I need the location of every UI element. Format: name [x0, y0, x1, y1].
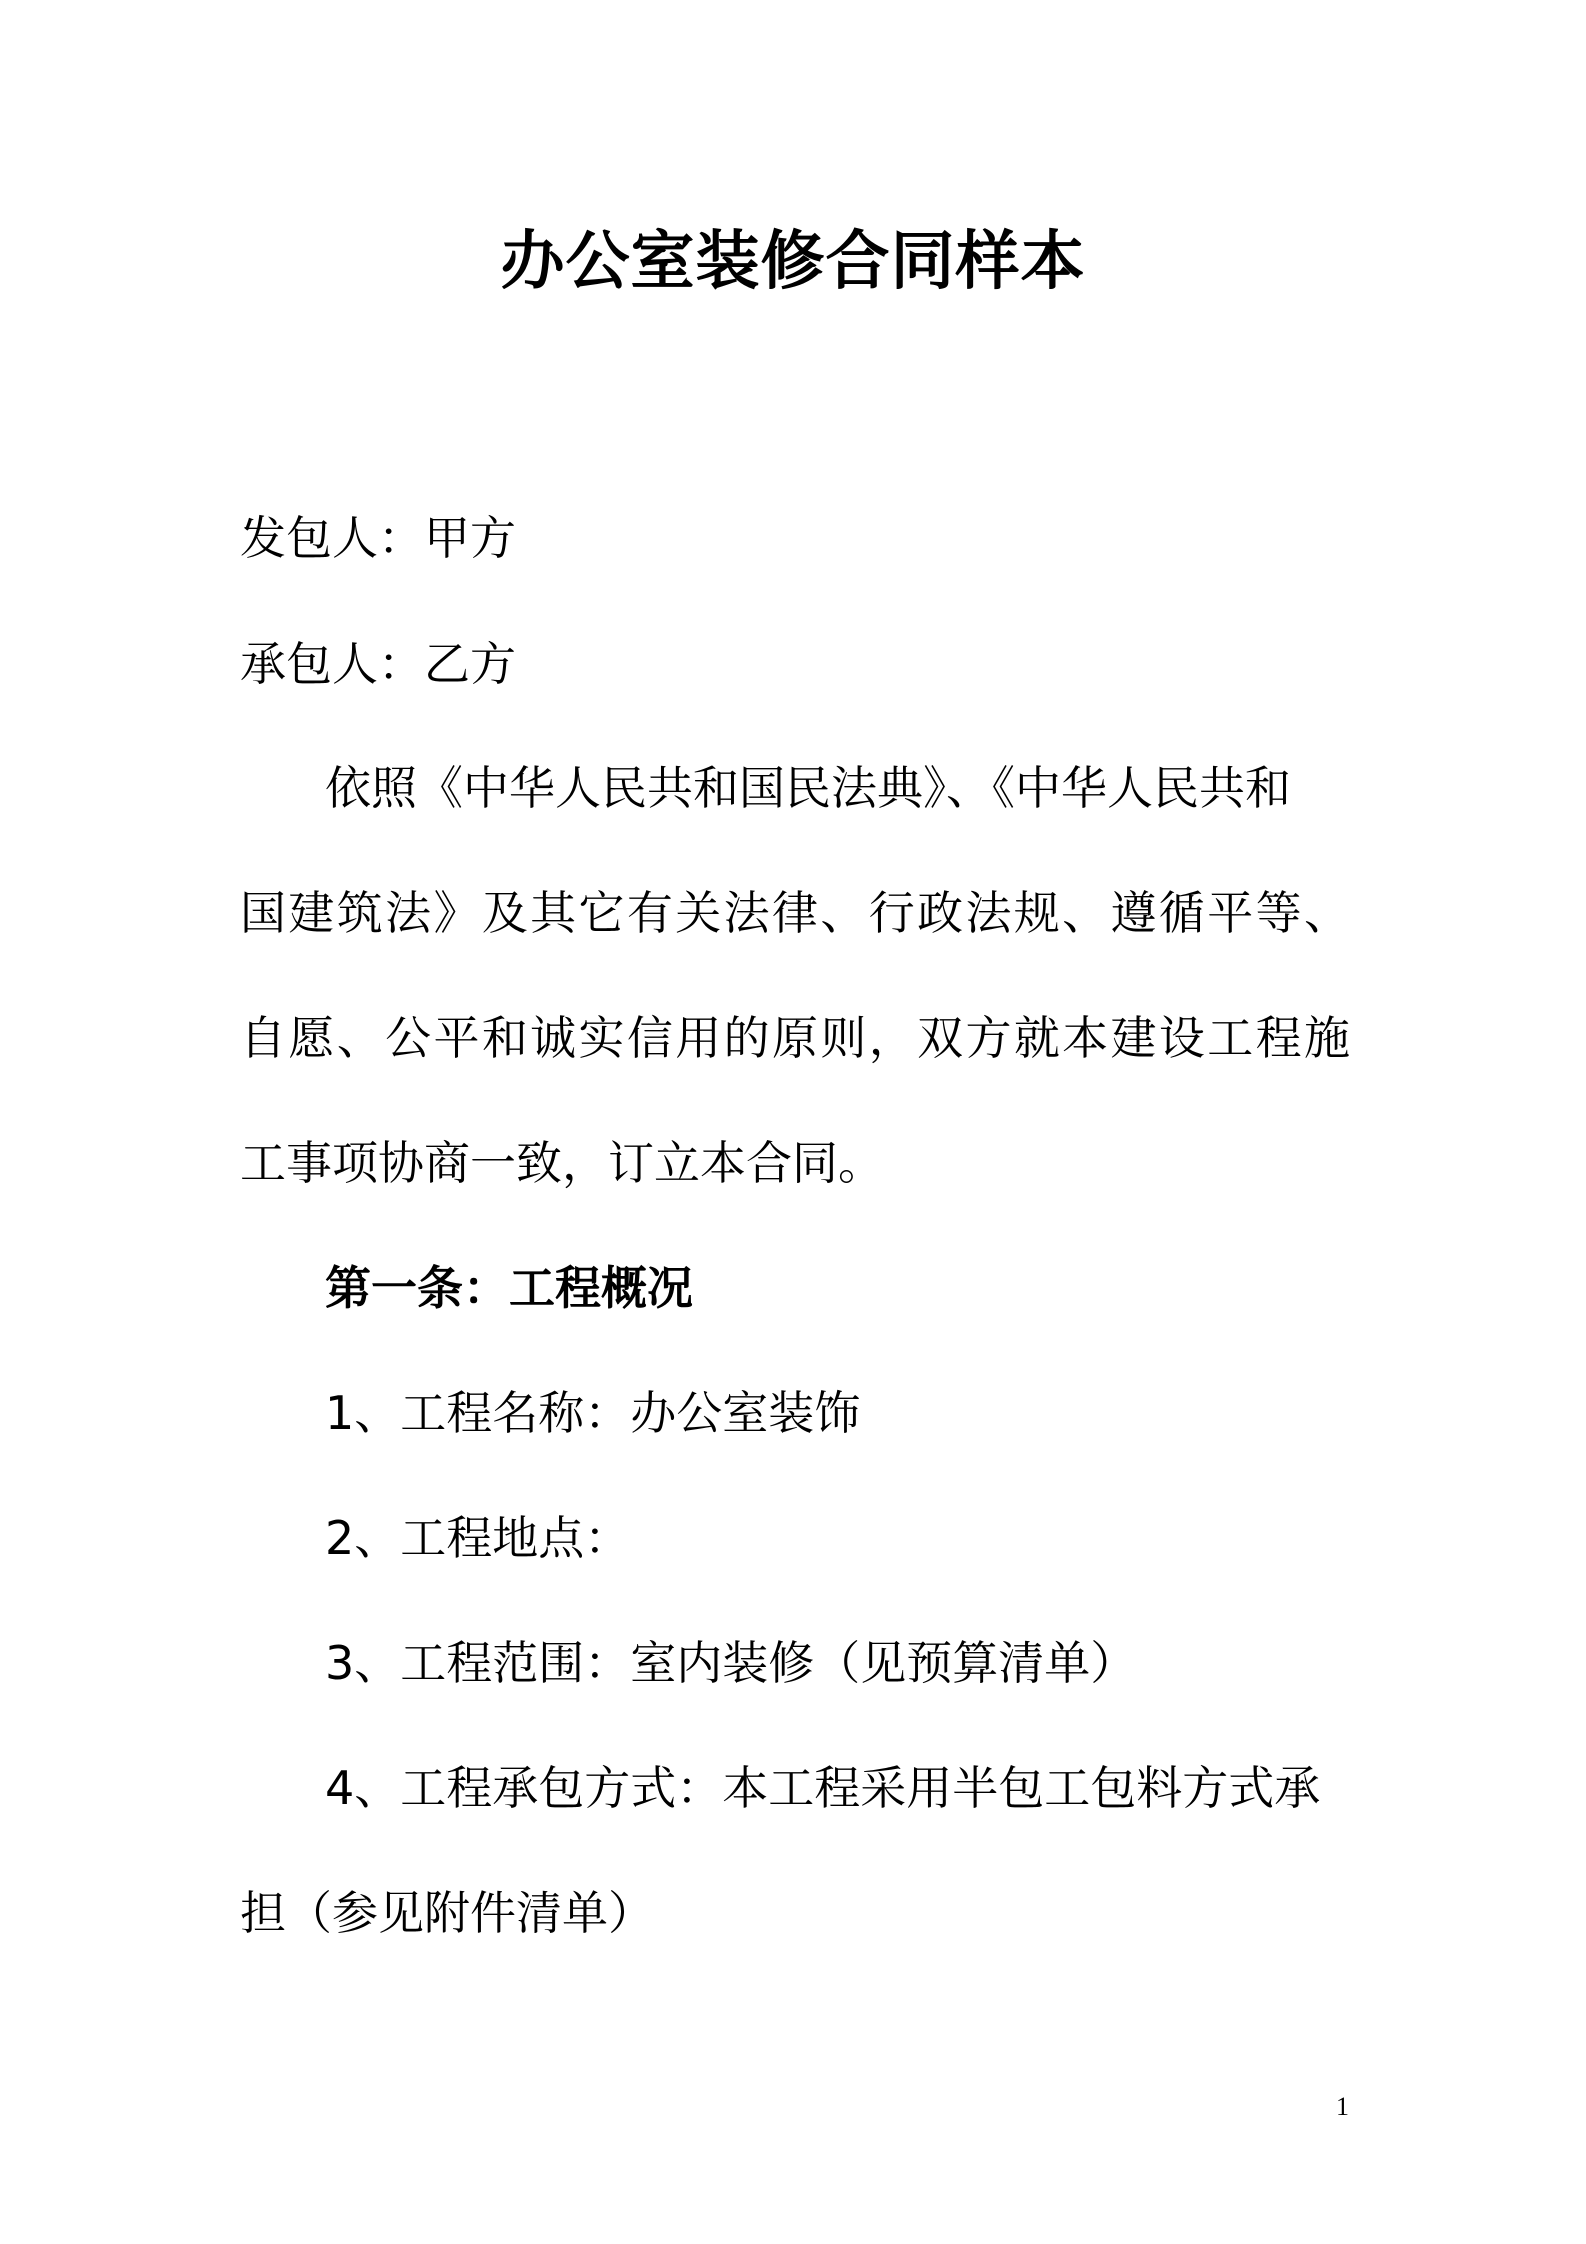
- preamble-line-2: 国建筑法》及其它有关法律、行政法规、遵循平等、: [240, 886, 1350, 940]
- contract-method-continuation: 担（参见附件清单）: [240, 1886, 654, 1940]
- project-location-item: 2、工程地点：: [325, 1511, 631, 1565]
- contractor-line: 承包人：乙方: [240, 637, 516, 691]
- project-scope-item: 3、工程范围：室内装修（见预算清单）: [325, 1636, 1137, 1690]
- contract-method-item: 4、工程承包方式：本工程采用半包工包料方式承: [325, 1761, 1321, 1815]
- article-1-heading: 第一条：工程概况: [325, 1261, 693, 1315]
- employer-line: 发包人：甲方: [240, 511, 516, 565]
- preamble-line-1: 依照《中华人民共和国民法典》、《中华人民共和: [325, 761, 1291, 815]
- preamble-line-4: 工事项协商一致，订立本合同。: [240, 1136, 884, 1190]
- project-name-item: 1、工程名称：办公室装饰: [325, 1386, 861, 1440]
- page-number: 1: [1336, 2092, 1349, 2121]
- document-title: 办公室装修合同样本: [500, 225, 1086, 299]
- preamble-line-3: 自愿、公平和诚实信用的原则，双方就本建设工程施: [240, 1011, 1350, 1065]
